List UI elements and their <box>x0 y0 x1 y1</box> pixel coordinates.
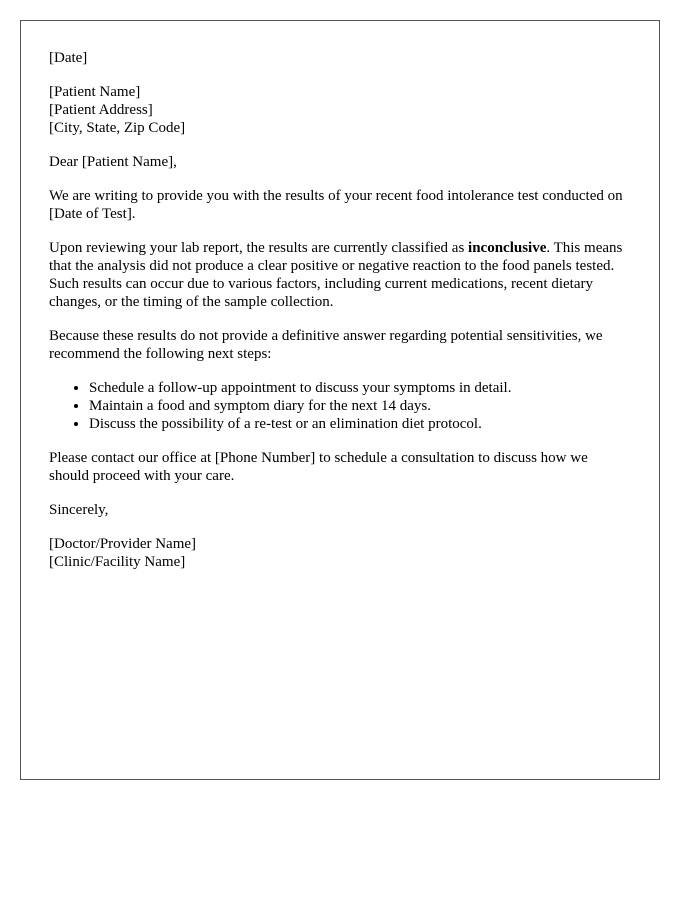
intro-paragraph: We are writing to provide you with the results of your recent food intolerance test conducted on [Date of Test]. <box>49 188 623 222</box>
recommendation-intro: Because these results do not provide a definitive answer regarding potential sensitivities, we recommend the following next steps: <box>49 328 603 362</box>
findings-text-after: . This means that the analysis did not produce a clear positive or negative reaction to the food panels tested. Such results can occur due to various factors, including current medications, recent dietary changes, or the timing of the sample collection. <box>49 240 623 310</box>
findings-text-before: Upon reviewing your lab report, the results are currently classified as <box>49 240 469 256</box>
next-step-item: • Maintain a food and symptom diary for the next 14 days. <box>89 397 631 415</box>
closing: Sincerely, <box>49 502 109 518</box>
letter-date: [Date] <box>49 50 88 66</box>
recipient-name: [Patient Name] <box>49 84 141 100</box>
contact-paragraph: Please contact our office at [Phone Number] to schedule a consultation to discuss how we should proceed with your care. <box>49 450 588 484</box>
findings-emphasis: inconclusive <box>468 240 547 256</box>
recipient-city-state-zip: [City, State, Zip Code] <box>49 120 186 136</box>
signature-facility: [Clinic/Facility Name] <box>49 554 186 570</box>
next-step-item: • Schedule a follow-up appointment to discuss your symptoms in detail. <box>89 379 631 397</box>
findings-paragraph <box>49 239 631 311</box>
signature-block <box>49 535 631 571</box>
salutation: Dear [Patient Name], <box>49 154 177 170</box>
signature-provider: [Doctor/Provider Name] <box>49 536 197 552</box>
recipient-address: [Patient Address] <box>49 102 153 118</box>
next-step-item: • Discuss the possibility of a re-test or an elimination diet protocol. <box>89 415 631 433</box>
letter-page <box>20 20 660 780</box>
next-steps-list <box>49 379 631 433</box>
recipient-block <box>49 83 631 137</box>
